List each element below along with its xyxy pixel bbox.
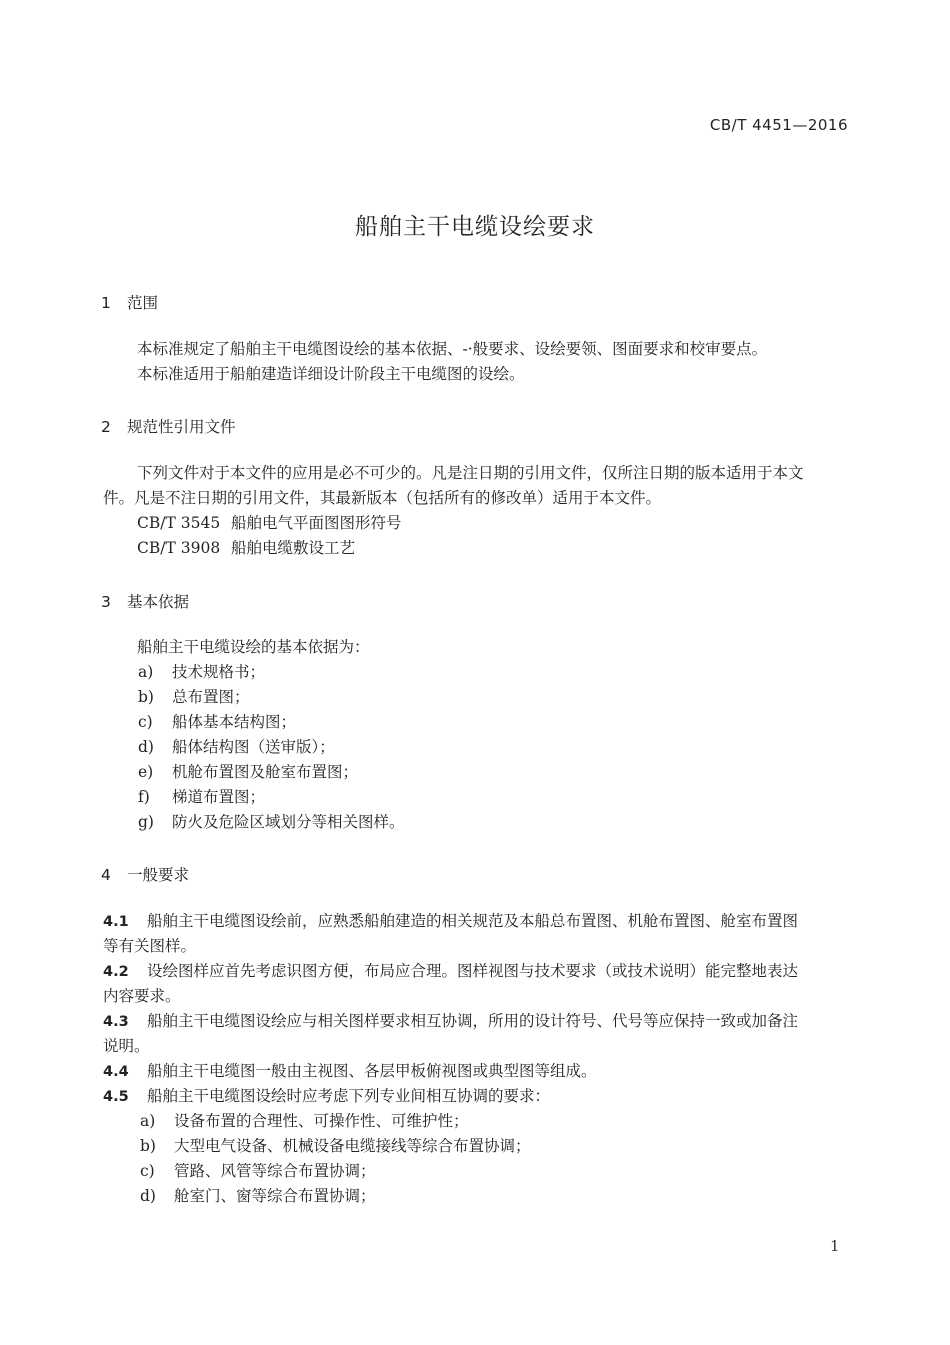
clause-text: 船舶主干电缆图一般由主视图、各层甲板俯视图或典型图等组成。 (147, 1062, 597, 1080)
clause-continuation: 说明。 (103, 1037, 150, 1055)
paragraph: 下列文件对于本文件的应用是必不可少的。凡是注日期的引用文件，仅所注日期的版本适用于本文 (137, 464, 804, 482)
normative-reference (137, 511, 402, 536)
list-text: 技术规格书； (172, 663, 266, 681)
list-marker: g) (138, 813, 154, 831)
clause-continuation: 等有关图样。 (103, 937, 197, 955)
section-2-heading (101, 415, 236, 437)
list-item (138, 810, 405, 835)
clause-text: 船舶主干电缆图设绘时应考虑下列专业间相互协调的要求： (147, 1087, 551, 1105)
paragraph: 件。凡是不注日期的引用文件，其最新版本（包括所有的修改单）适用于本文件。 (103, 489, 662, 507)
clause-number: 4.4 (103, 1064, 129, 1080)
clause-continuation: 内容要求。 (103, 987, 181, 1005)
section-1-heading (101, 291, 158, 313)
list-item (138, 685, 250, 710)
list-text: 船体基本结构图； (172, 713, 297, 731)
list-marker: a) (140, 1112, 156, 1130)
list-item (140, 1134, 531, 1159)
section-title: 一般要求 (127, 866, 190, 884)
list-marker: b) (138, 688, 154, 706)
list-text: 设备布置的合理性、可操作性、可维护性； (174, 1112, 469, 1130)
list-text: 大型电气设备、机械设备电缆接线等综合布置协调； (174, 1137, 531, 1155)
list-text: 梯道布置图； (172, 788, 266, 806)
reference-title: 船舶电缆敷设工艺 (231, 539, 356, 557)
list-marker: c) (138, 713, 153, 731)
list-marker: e) (138, 763, 154, 781)
list-marker: d) (138, 738, 154, 756)
clause-text: 船舶主干电缆图设绘前，应熟悉船舶建造的相关规范及本船总布置图、机舱布置图、舱室布置图 (147, 912, 799, 930)
list-item (138, 785, 265, 810)
section-number: 2 (101, 418, 111, 436)
list-item (140, 1184, 376, 1209)
reference-title: 船舶电气平面图图形符号 (231, 514, 402, 532)
clause (103, 1009, 798, 1035)
reference-code: CB/T 3545 (137, 514, 221, 532)
reference-code: CB/T 3908 (137, 539, 221, 557)
paragraph: 本标准适用于船舶建造详细设计阶段主干电缆图的设绘。 (137, 365, 525, 383)
section-number: 3 (101, 593, 111, 611)
section-title: 规范性引用文件 (127, 418, 236, 436)
list-marker: b) (140, 1137, 156, 1155)
list-text: 总布置图； (172, 688, 250, 706)
page-number: 1 (830, 1237, 840, 1255)
list-item (138, 760, 358, 785)
list-text: 管路、风管等综合布置协调； (174, 1162, 376, 1180)
list-text: 防火及危险区域划分等相关图样。 (172, 813, 405, 831)
clause-number: 4.2 (103, 964, 129, 980)
section-number: 1 (101, 294, 111, 312)
section-3-heading (101, 590, 189, 612)
list-item (140, 1159, 376, 1184)
paragraph: 本标准规定了船舶主干电缆图设绘的基本依据、-·般要求、设绘要领、图面要求和校审要点。 (137, 340, 768, 358)
section-title: 范围 (127, 294, 159, 312)
clause (103, 1059, 597, 1085)
section-title: 基本依据 (127, 593, 190, 611)
standard-code: CB/T 4451—2016 (709, 116, 848, 134)
section-number: 4 (101, 866, 111, 884)
paragraph: 船舶主干电缆设绘的基本依据为： (137, 638, 370, 656)
list-marker: c) (140, 1162, 155, 1180)
clause-number: 4.1 (103, 914, 129, 930)
list-marker: f) (138, 788, 150, 806)
section-4-heading (101, 863, 189, 885)
list-item (138, 660, 265, 685)
list-item (138, 735, 335, 760)
list-text: 机舱布置图及舱室布置图； (172, 763, 359, 781)
list-item (138, 710, 296, 735)
document-title: 船舶主干电缆设绘要求 (355, 214, 595, 240)
list-item (140, 1109, 469, 1134)
list-text: 舱室门、窗等综合布置协调； (174, 1187, 376, 1205)
list-marker: a) (138, 663, 154, 681)
clause-number: 4.3 (103, 1014, 129, 1030)
clause-text: 船舶主干电缆图设绘应与相关图样要求相互协调，所用的设计符号、代号等应保持一致或加备注 (147, 1012, 799, 1030)
clause-text: 设绘图样应首先考虑识图方便，布局应合理。图样视图与技术要求（或技术说明）能完整地表达 (147, 962, 799, 980)
clause (103, 909, 798, 935)
clause-number: 4.5 (103, 1089, 129, 1105)
list-marker: d) (140, 1187, 156, 1205)
clause (103, 959, 798, 985)
clause (103, 1084, 550, 1110)
normative-reference (137, 536, 355, 561)
list-text: 船体结构图（送审版）； (172, 738, 335, 756)
